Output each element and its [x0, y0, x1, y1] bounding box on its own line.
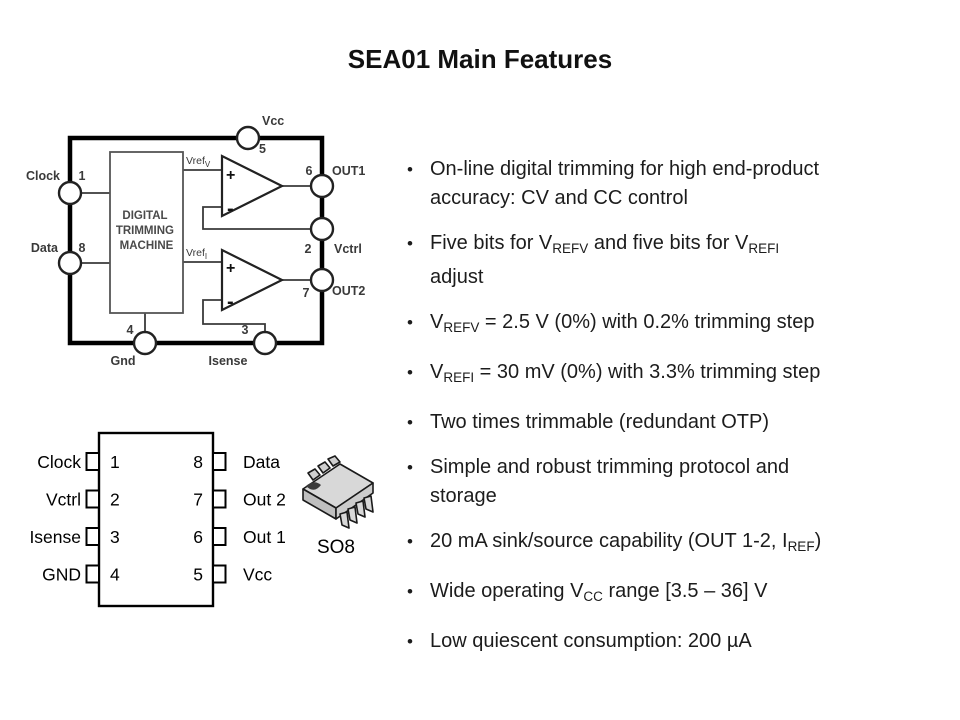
- pin-box-1: [87, 453, 100, 470]
- pin-box-6: [213, 528, 226, 545]
- feature-bullet-text: On-line digital trimming for high end-product accuracy: CV and CC control: [430, 158, 820, 209]
- bullet-dot: •: [407, 234, 413, 253]
- pin-box-2: [87, 491, 100, 508]
- pin-circle-out1: [311, 175, 333, 197]
- pinout-label-clock: Clock: [37, 452, 81, 472]
- opamp1-minus: -: [227, 198, 234, 220]
- bullet-dot: •: [407, 582, 413, 601]
- bullet-dot: •: [407, 160, 413, 179]
- pinout-number-8: 8: [193, 452, 203, 472]
- isense-label: Isense: [208, 354, 248, 368]
- pinout-label-gnd: GND: [42, 564, 81, 585]
- bullet-dot: •: [407, 532, 413, 551]
- bullet-dot: •: [407, 413, 413, 432]
- out2-number: 7: [302, 286, 310, 300]
- opamp1-plus: +: [226, 167, 236, 184]
- pin-box-3: [87, 528, 100, 545]
- feature-bullet-text: Five bits for $V_{REFV}$ and five bits for $V_{REFI}$ adjust: [430, 232, 780, 288]
- feature-bullet-item: [407, 577, 955, 611]
- pinout-number-1: 1: [110, 452, 120, 472]
- pinout-label-out1: Out 1: [243, 527, 286, 547]
- pin-circle-vctrl: [311, 218, 333, 240]
- feature-bullet-text: Two times trimmable (redundant OTP): [430, 411, 769, 433]
- feature-bullet-item: [407, 527, 955, 561]
- vrefv-label: Vref$_V$: [186, 155, 211, 169]
- bullet-dot: •: [407, 632, 413, 651]
- pin-circle-vcc: [237, 127, 259, 149]
- pinout-label-isense: Isense: [29, 527, 81, 547]
- pin-circle-gnd: [134, 332, 156, 354]
- feature-bullet-item: [407, 627, 955, 656]
- pin-circle-clock: [59, 182, 81, 204]
- feature-bullet-item: [407, 408, 955, 437]
- clock-number: 1: [78, 169, 86, 183]
- pinout-number-6: 6: [193, 527, 203, 547]
- pinout-number-4: 4: [110, 564, 120, 585]
- so8-package-image: [303, 456, 373, 528]
- chip-outline: [70, 138, 322, 343]
- out1-label: OUT1: [332, 164, 366, 178]
- trimming-machine-label: DIGITAL TRIMMING MACHINE: [115, 210, 174, 252]
- isense-number: 3: [241, 323, 249, 337]
- feature-bullet-item: [407, 155, 955, 213]
- features-section: [407, 155, 955, 672]
- pinout-number-7: 7: [193, 489, 203, 510]
- pinout-label-out2: Out 2: [243, 489, 286, 510]
- pin-box-8: [213, 453, 226, 470]
- data-label: Data: [30, 241, 58, 255]
- pinout-label-vcc: Vcc: [243, 564, 273, 585]
- pin-box-5: [213, 566, 226, 583]
- data-number: 8: [78, 241, 86, 255]
- gnd-number: 4: [126, 323, 134, 337]
- vctrl-label: Vctrl: [334, 242, 362, 256]
- clock-label: Clock: [25, 169, 60, 183]
- features-list: [407, 155, 955, 656]
- opamp2-plus: +: [226, 260, 236, 277]
- feature-bullet-text: Wide operating $V_{CC}$ range [3.5 – 36] V: [430, 580, 768, 604]
- pin-box-7: [213, 491, 226, 508]
- feature-bullet-text: $V_{REFV} = 2.5$ V (0%) with 0.2% trimming step: [430, 311, 815, 335]
- pin-box-4: [87, 566, 100, 583]
- opamp2-minus: -: [227, 291, 234, 313]
- gnd-label: Gnd: [110, 354, 136, 368]
- out1-number: 6: [305, 164, 313, 178]
- bullet-dot: •: [407, 458, 413, 477]
- vcc-label: Vcc: [262, 114, 285, 128]
- pin-circle-data: [59, 252, 81, 274]
- pinout-diagram: [15, 425, 400, 620]
- bullet-dot: •: [407, 313, 413, 332]
- out2-label: OUT2: [332, 284, 366, 298]
- vcc-number: 5: [259, 142, 266, 156]
- feature-bullet-item: [407, 308, 955, 342]
- bullet-dot: •: [407, 363, 413, 382]
- vrefi-label: Vref$_I$: [186, 247, 208, 261]
- feature-bullet-text: 20 mA sink/source capability (OUT 1-2, $I_{REF}$): [430, 530, 822, 554]
- vctrl-number: 2: [304, 242, 312, 256]
- pinout-label-data: Data: [243, 452, 280, 472]
- block-diagram: [15, 100, 400, 395]
- feature-bullet-item: [407, 358, 955, 392]
- pin-circle-out2: [311, 269, 333, 291]
- pinout-number-5: 5: [193, 564, 203, 585]
- slide-title: SEA01 Main Features: [347, 44, 613, 74]
- so8-package-label: SO8: [316, 537, 356, 558]
- feature-bullet-item: [407, 229, 955, 292]
- feature-bullet-text: Simple and robust trimming protocol and storage: [430, 456, 790, 507]
- pinout-label-vctrl: Vctrl: [46, 489, 81, 510]
- feature-bullet-text: Low quiescent consumption: 200 µA: [430, 630, 752, 652]
- feature-bullet-text: $V_{REFI} = 30$ mV (0%) with 3.3% trimming step: [430, 361, 821, 385]
- feature-bullet-item: [407, 453, 955, 511]
- pinout-number-2: 2: [110, 489, 120, 510]
- feedback-wire-vctrl: [203, 207, 311, 229]
- pinout-number-3: 3: [110, 527, 120, 547]
- pin-circle-isense: [254, 332, 276, 354]
